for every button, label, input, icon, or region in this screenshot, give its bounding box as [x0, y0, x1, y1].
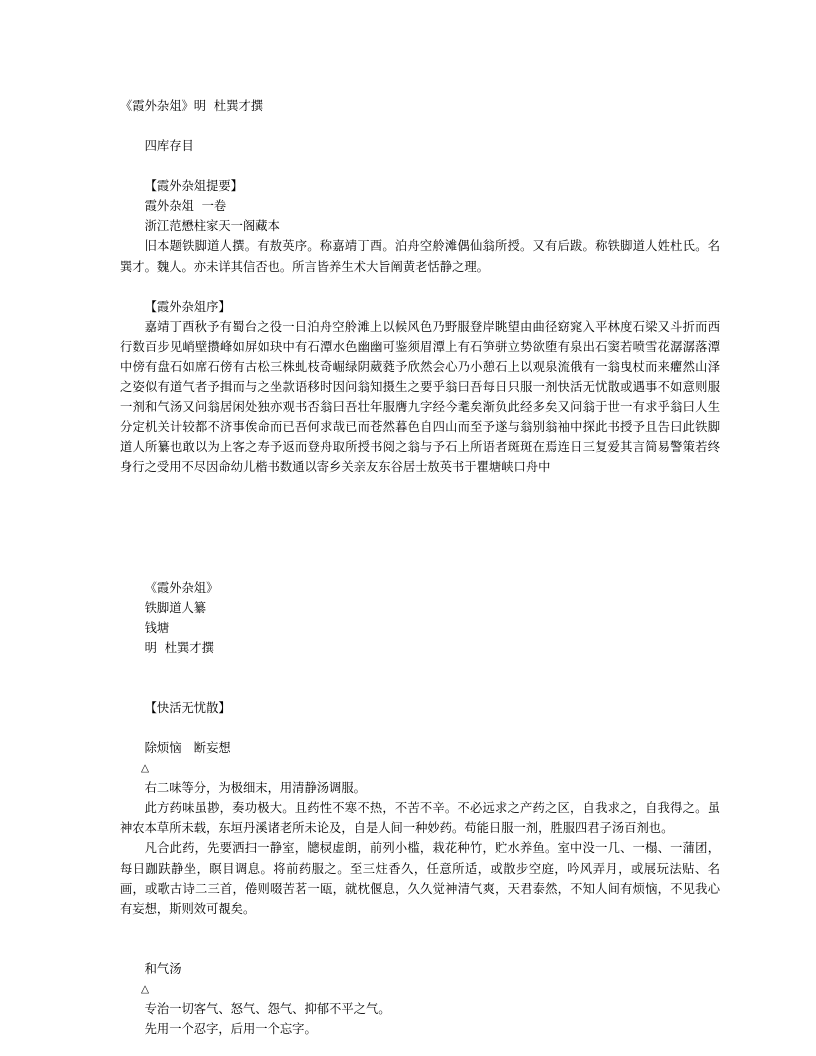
abstract-body: 旧本题铁脚道人撰。有敖英序。称嘉靖丁酉。泊舟空舲滩偶仙翁所授。又有后跋。称铁脚道人姓杜氏。名巽才。魏人。亦未详其信否也。所言皆养生术大旨阐黄老恬静之理。: [120, 239, 720, 274]
recipe1-paragraph-1: 此方药味虽尠，奏功极大。且药性不寒不热，不苦不辛。不必远求之产药之区，自我求之，自我得之。虽神农本草所未载，东垣丹溪诸老所未论及，自是人间一种妙药。苟能日服一剂，胜服四君子汤百剂也。: [120, 801, 720, 836]
preface-body: 嘉靖丁酉秋予有蜀台之役一日泊舟空舲滩上以候风色乃野服登岸眺望由曲径窈窕入平林度石梁又斗折而西行数百步见峭壁攒峰如屏如玦中有石潭水色幽幽可鉴须眉潭上有石笋骈立势欲堕有泉出石窦若喷雪花潺潺落潭中傍有盘石如席石傍有古松三株虬枝奇崛绿阴葳蕤予欣然会心乃小憩石上以观泉流俄有一翁曳杖而来癯然山泽之姿似有道气者予揖而与之坐款语移时因问翁知摄生之要乎翁曰吾每日只服一剂快活无忧散或遇事不如意则服一剂和气汤又问翁居闲处独亦观书否翁曰吾壮年服膺九字经今耄矣渐负此经多矣又问翁于世一有求乎翁曰人生分定机关计较都不济事俟命而已吾何求哉已而苍然暮色自四山而至予遂与翁别翁袖中探此书授予且告曰此铁脚道人所纂也敢以为上客之寿予返而登舟取所授书阅之翁与予石上所语者斑斑在焉连日三复爱其言简易警策若终身行之受用不尽因命幼儿楷书数通以寄乡关亲友东谷居士敖英书于瞿塘峡口舟中: [120, 319, 720, 475]
spacer: [120, 919, 720, 959]
recipe2-line-2: 先用一个忍字，后用一个忘字。: [144, 1022, 317, 1037]
recipe-kuaihuo-section: [120, 698, 720, 919]
preface-section: [120, 297, 720, 478]
frontmatter-compiler: 铁脚道人纂: [144, 600, 207, 615]
recipe1-heading: 【快活无忧散】: [144, 700, 231, 715]
spacer: [120, 718, 720, 738]
recipe-heqitang-section: [120, 959, 720, 1039]
collection-label: 四库存目: [144, 139, 194, 154]
abstract-source-line: 浙江范懋柱家天一阁藏本: [144, 219, 280, 234]
recipe2-line-1: 专治一切客气、怒气、怨气、抑郁不平之气。: [144, 1002, 391, 1016]
frontmatter-section: [120, 578, 720, 658]
spacer: [120, 116, 720, 136]
recipe1-paragraph-2: 凡合此药，先要洒扫一静室，牕棂虚朗，前列小槛，栽花种竹，贮水养鱼。室中没一几、一榻、一蒲团，每日跏趺静坐，瞑目调息。将前药服之。至三炷香久，任意所适，或散步空庭，吟风弄月，或展玩法贴、名画，或歌古诗二三首，倦则啜苦茗一瓯，就枕偃息，久久觉神清气爽，天君泰然，不知人间有烦恼，不见我心有妄想，斯则效可覩矣。: [120, 841, 720, 916]
document-body: [120, 96, 720, 1039]
spacer: [120, 658, 720, 698]
triangle-marker-icon: △: [141, 762, 150, 775]
spacer: [120, 478, 720, 578]
frontmatter-title: 《霞外杂俎》: [144, 580, 219, 595]
recipe1-direction: 右二味等分，为极细末，用清静汤调服。: [144, 781, 366, 796]
recipe1-ingredients: 除烦恼 断妄想: [144, 740, 231, 755]
recipe2-title: 和气汤: [144, 961, 182, 976]
spacer: [120, 277, 720, 297]
abstract-title-line: 霞外杂俎 一卷: [144, 199, 227, 214]
abstract-section: [120, 176, 720, 276]
abstract-heading: 【霞外杂俎提要】: [144, 179, 243, 194]
preface-heading: 【霞外杂俎序】: [144, 299, 231, 314]
spacer: [120, 156, 720, 176]
triangle-marker-icon: △: [141, 982, 150, 995]
frontmatter-author: 明 杜巽才撰: [144, 640, 214, 655]
document-byline: 《霞外杂俎》明 杜巽才撰: [120, 99, 264, 113]
frontmatter-place: 钱塘: [144, 620, 170, 635]
